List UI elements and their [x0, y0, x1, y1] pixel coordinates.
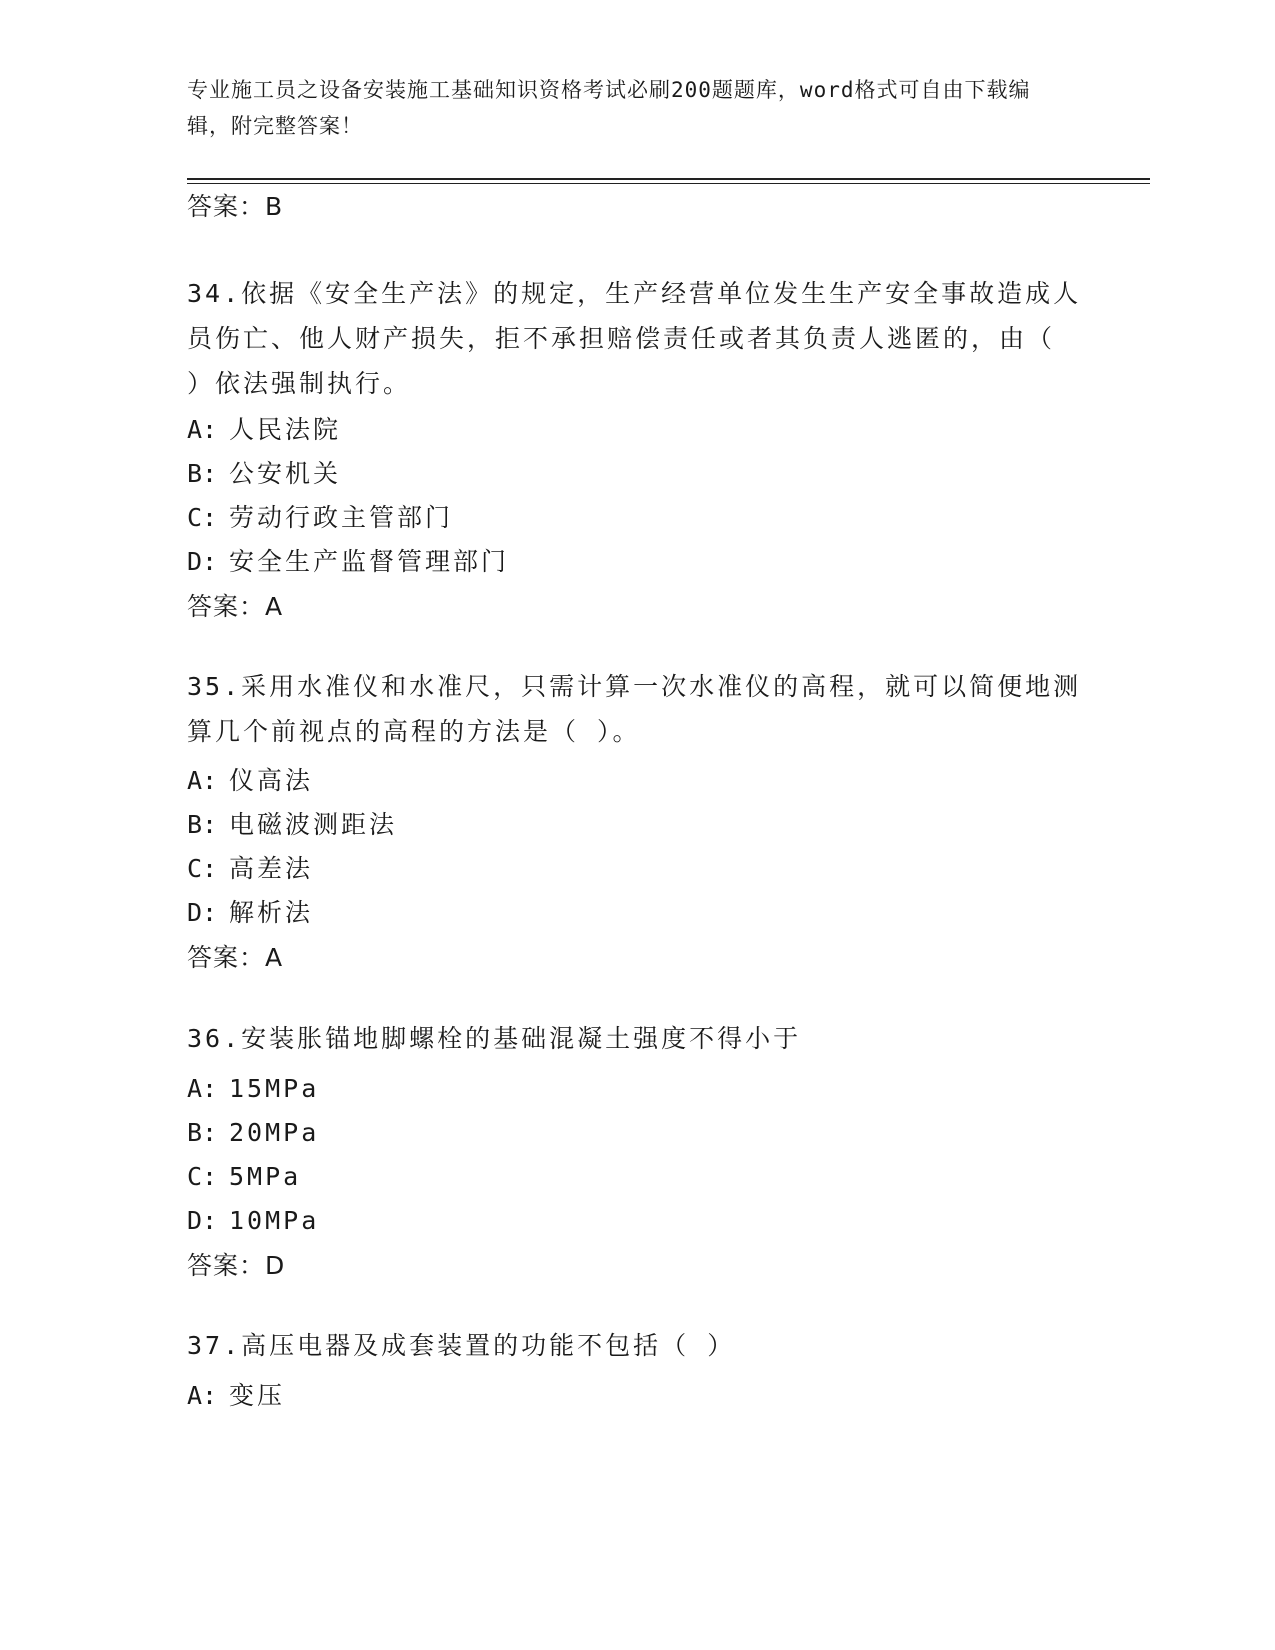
header-rule-thin — [187, 183, 1150, 184]
option-letter: C: — [187, 503, 218, 532]
option-text: 电磁波测距法 — [229, 810, 398, 839]
option-letter: A: — [187, 766, 218, 795]
option-text: 高差法 — [229, 854, 314, 883]
option-text: 解析法 — [229, 898, 314, 927]
option-text: 10MPa — [229, 1206, 320, 1235]
question-35-option-b — [187, 808, 1087, 842]
option-letter: D: — [187, 547, 218, 576]
option-text: 20MPa — [229, 1118, 320, 1147]
option-letter: C: — [187, 854, 218, 883]
question-37-stem: 37.高压电器及成套装置的功能不包括（ ） — [187, 1331, 736, 1360]
option-letter: B: — [187, 1118, 218, 1147]
option-text: 人民法院 — [229, 415, 342, 444]
option-letter: B: — [187, 459, 218, 488]
question-35-stem: 35.采用水准仪和水准尺，只需计算一次水准仪的高程，就可以简便地测算几个前视点的高程的方法是（ ）。 — [187, 672, 1082, 746]
option-letter: A: — [187, 1074, 218, 1103]
question-34-stem: 34.依据《安全生产法》的规定，生产经营单位发生生产安全事故造成人员伤亡、他人财产损失，拒不承担赔偿责任或者其负责人逃匿的，由（ ）依法强制执行。 — [187, 279, 1082, 398]
option-letter: A: — [187, 1381, 218, 1410]
question-36-answer: 答案：D — [187, 1251, 286, 1280]
option-text: 公安机关 — [229, 459, 342, 488]
question-35-option-c — [187, 852, 1087, 886]
option-text: 劳动行政主管部门 — [229, 503, 454, 532]
question-34-option-a — [187, 413, 1087, 447]
question-35-answer: 答案：A — [187, 943, 284, 972]
question-37-option-a — [187, 1379, 1087, 1413]
question-36-option-b — [187, 1116, 1087, 1150]
document-header: 专业施工员之设备安装施工基础知识资格考试必刷200题题库，word格式可自由下载编辑，附完整答案！ — [187, 78, 1031, 138]
question-34-option-d — [187, 545, 1087, 579]
option-letter: B: — [187, 810, 218, 839]
option-letter: D: — [187, 1206, 218, 1235]
option-text: 仪高法 — [229, 766, 314, 795]
question-36-stem: 36.安装胀锚地脚螺栓的基础混凝土强度不得小于 — [187, 1024, 802, 1053]
previous-answer: 答案：B — [187, 192, 284, 221]
option-letter: A: — [187, 415, 218, 444]
option-letter: D: — [187, 898, 218, 927]
question-36-option-d — [187, 1204, 1087, 1238]
question-35-option-d — [187, 896, 1087, 930]
question-36-option-c — [187, 1160, 1087, 1194]
question-35-option-a — [187, 764, 1087, 798]
header-rule-thick — [187, 178, 1150, 180]
option-text: 安全生产监督管理部门 — [229, 547, 510, 576]
question-34-option-c — [187, 501, 1087, 535]
question-36-option-a — [187, 1072, 1087, 1106]
question-34-option-b — [187, 457, 1087, 491]
option-text: 变压 — [229, 1381, 286, 1410]
option-letter: C: — [187, 1162, 218, 1191]
question-34-answer: 答案：A — [187, 592, 284, 621]
option-text: 5MPa — [229, 1162, 302, 1191]
option-text: 15MPa — [229, 1074, 320, 1103]
